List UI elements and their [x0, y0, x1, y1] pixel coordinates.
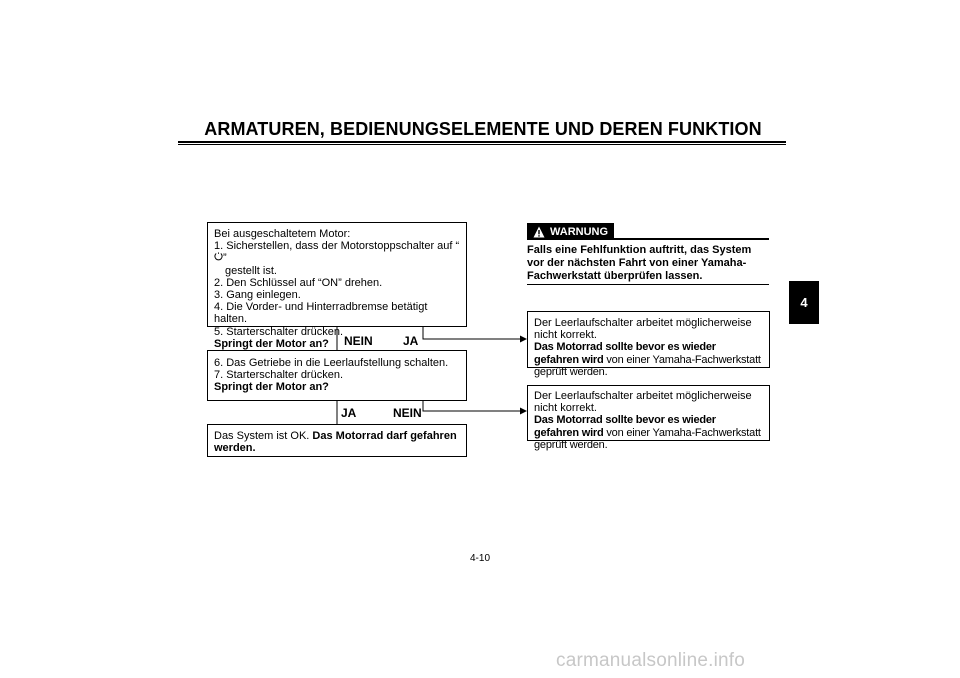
title-rule-thin — [178, 144, 786, 145]
warning-rule-bottom — [527, 284, 769, 285]
warning-text: Falls eine Fehlfunktion auftritt, das System vor der nächsten Fahrt von einer Yamaha-Fachwerkstatt überprüfen lassen. — [527, 244, 752, 282]
result1-rest: von einer Yamaha-Fachwerkstatt geprüft werden. — [534, 353, 761, 378]
page-number: 4-10 — [469, 553, 490, 564]
result1-line1: Der Leerlaufschalter arbeitet möglicherweise nicht korrekt. — [534, 317, 752, 342]
result2-line1: Der Leerlaufschalter arbeitet möglicherweise nicht korrekt. — [534, 390, 752, 415]
box1-intro: Bei ausgeschaltetem Motor: — [214, 228, 351, 240]
flow-result-box-2 — [527, 385, 770, 451]
branch2-yes-label: JA — [341, 406, 357, 420]
engine-run-symbol-icon — [214, 252, 223, 264]
warning-badge — [527, 223, 614, 240]
warning-label: WARNUNG — [550, 225, 609, 238]
warning-rule-top — [614, 238, 769, 240]
box2-step7: 7. Starterschalter drücken. — [214, 369, 344, 382]
branch2-no-label: NEIN — [393, 406, 422, 420]
watermark: carmanualsonline.info — [556, 650, 746, 671]
connector-box2-result2 — [423, 401, 520, 411]
box1-step4: 4. Die Vorder- und Hinterradbremse betätigt halten. — [214, 301, 428, 326]
result1-bold: Das Motorrad sollte bevor es wieder gefahren wird — [534, 341, 716, 366]
box1-step1-cont: gestellt ist. — [225, 264, 277, 277]
box1-step2: 2. Den Schlüssel auf “ON” drehen. — [214, 276, 383, 289]
branch1-yes-label: JA — [403, 334, 419, 348]
chapter-tab: 4 — [789, 281, 819, 324]
page-title: ARMATUREN, BEDIENUNGSELEMENTE UND DEREN FUNKTION — [204, 119, 762, 139]
box1-step5: 5. Starterschalter drücken. — [214, 325, 344, 338]
flow-result-ok — [207, 424, 467, 457]
warning-triangle-icon — [533, 226, 545, 238]
result2-bold: Das Motorrad sollte bevor es wieder gefahren wird — [534, 414, 716, 439]
box3-bold: Das Motorrad darf gefahren werden. — [214, 430, 457, 455]
result2-rest: von einer Yamaha-Fachwerkstatt geprüft werden. — [534, 426, 761, 451]
arrow-right-icon — [520, 336, 527, 343]
box2-step6: 6. Das Getriebe in die Leerlaufstellung schalten. — [214, 357, 449, 369]
box2-question: Springt der Motor an? — [214, 381, 329, 394]
flow-step-box-2 — [207, 350, 467, 401]
title-rule — [178, 141, 786, 143]
box1-step3: 3. Gang einlegen. — [214, 289, 301, 302]
box3-text: Das System ist OK. — [214, 430, 313, 442]
flow-result-box-1 — [527, 311, 770, 378]
box1-question: Springt der Motor an? — [214, 337, 329, 350]
arrow-right-icon — [520, 408, 527, 415]
box1-step1: 1. Sicherstellen, dass der Motorstoppschalter auf “” — [214, 240, 460, 265]
branch1-no-label: NEIN — [344, 334, 373, 348]
